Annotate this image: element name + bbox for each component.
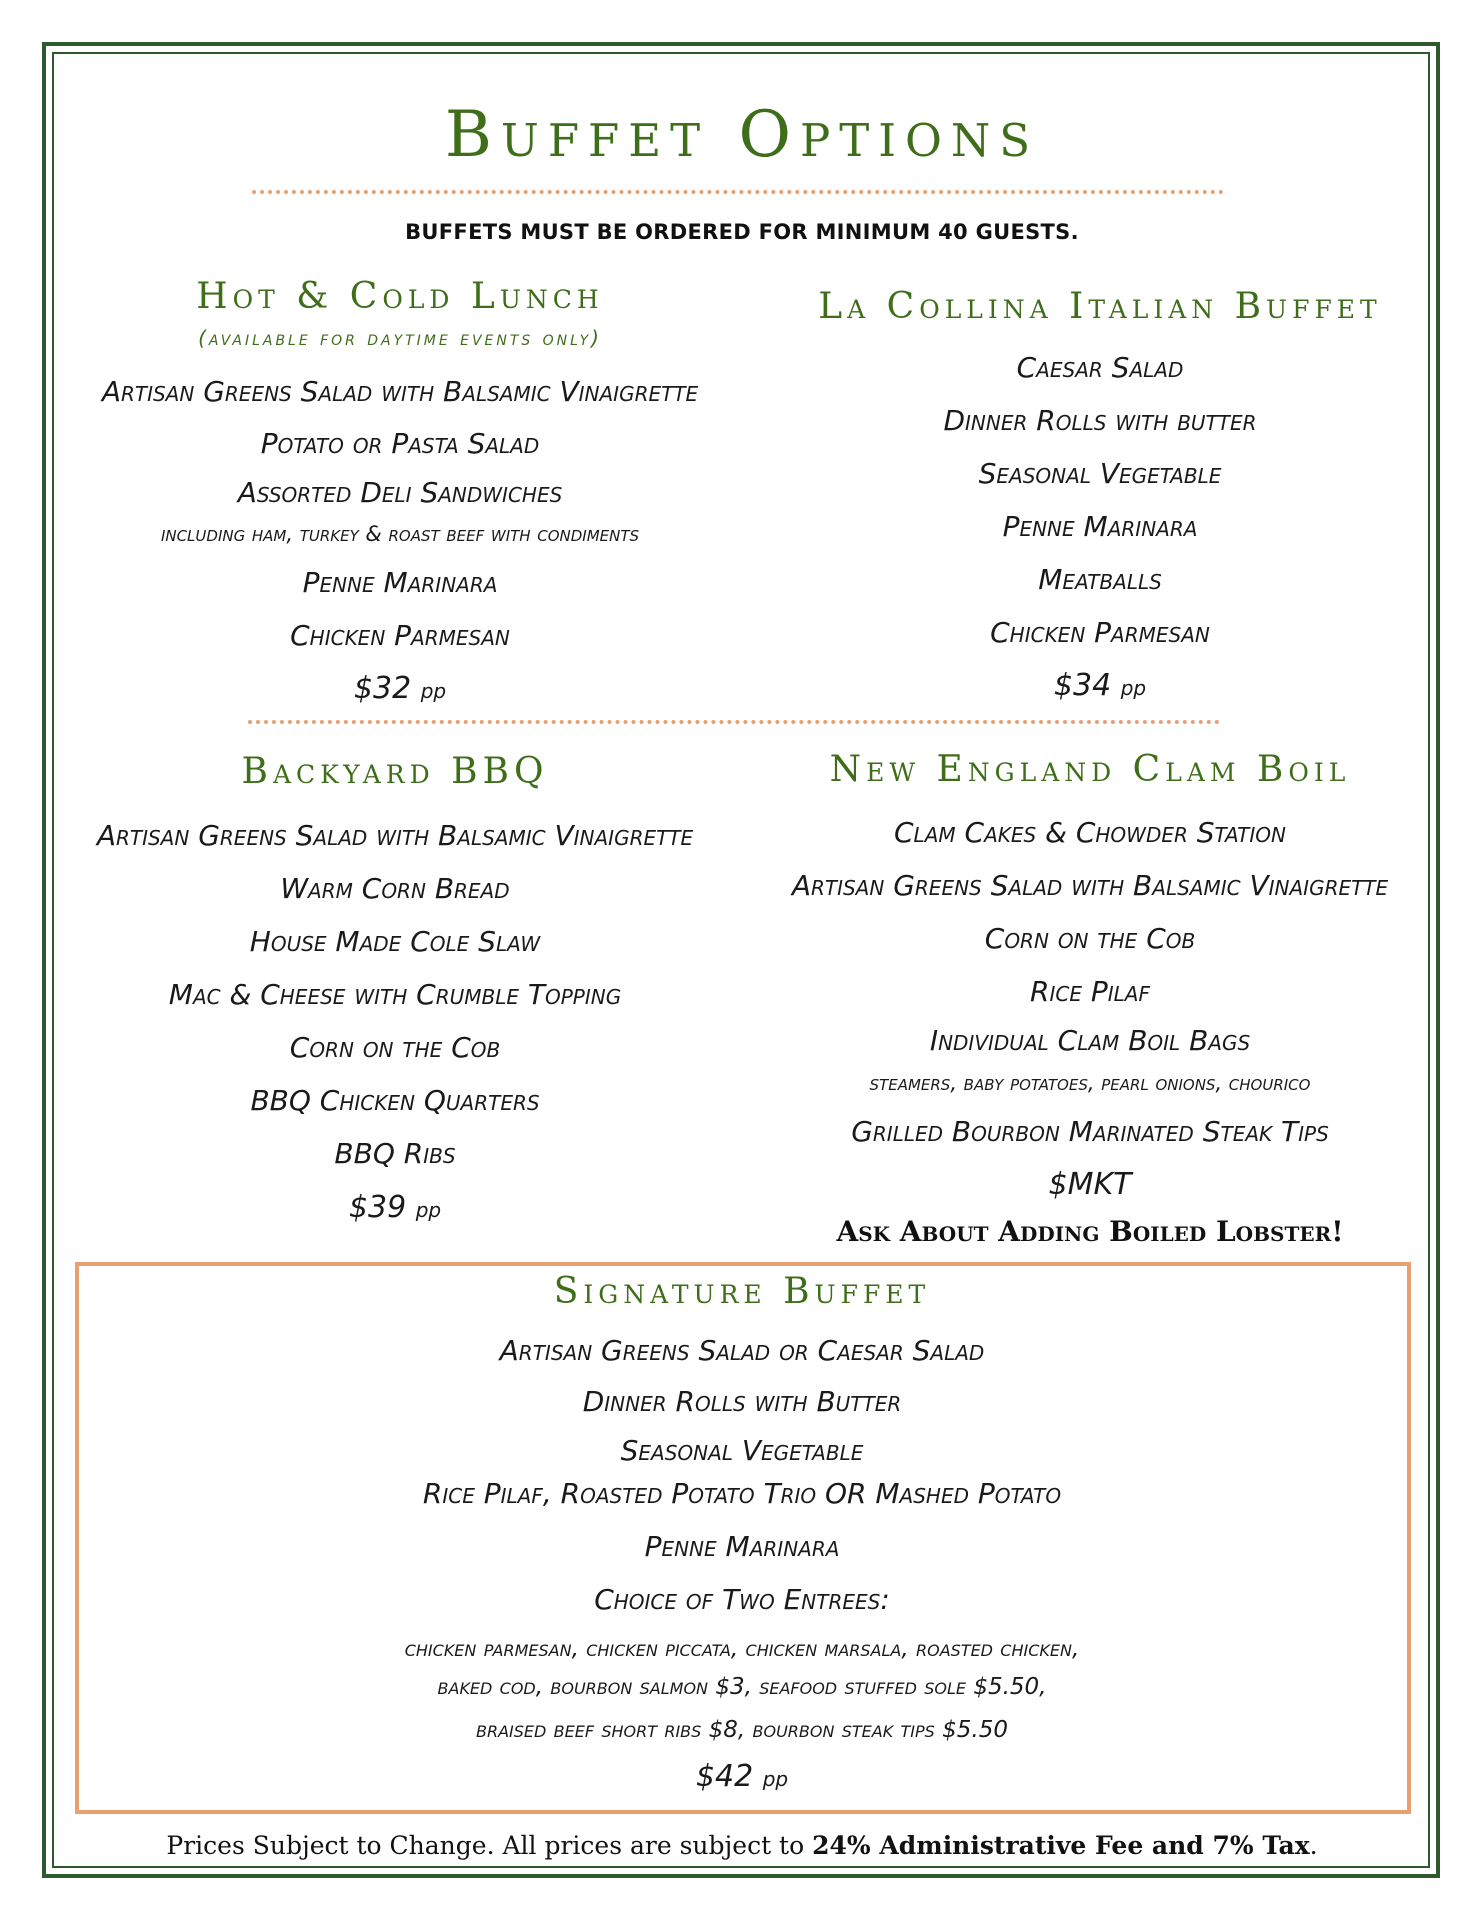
menu-item: Chicken Parmesan: [290, 619, 510, 652]
menu-item: BBQ Chicken Quarters: [250, 1084, 540, 1117]
menu-item: Penne Marinara: [1002, 510, 1198, 543]
entree-options: chicken parmesan, chicken piccata, chicken marsala, roasted chicken,: [404, 1636, 1080, 1662]
divider-middle: [248, 720, 1220, 724]
menu-item: Seasonal Vegetable: [620, 1434, 864, 1467]
menu-item: Artisan Greens Salad or Caesar Salad: [499, 1334, 985, 1367]
section-title: La Collina Italian Buffet: [818, 286, 1382, 327]
menu-item: Warm Corn Bread: [280, 872, 510, 905]
menu-item: Mac & Cheese with Crumble Topping: [168, 978, 622, 1011]
section-title: Hot & Cold Lunch: [196, 276, 604, 317]
menu-item: Caesar Salad: [1016, 351, 1184, 384]
menu-item: Seasonal Vegetable: [978, 457, 1222, 490]
menu-item: House Made Cole Slaw: [249, 925, 541, 958]
price: $MKT: [1048, 1167, 1132, 1202]
item-note: including ham, turkey & roast beef with condiments: [160, 522, 640, 546]
divider-top: [252, 190, 1224, 194]
menu-item: BBQ Ribs: [334, 1137, 456, 1170]
price: $32 pp: [353, 671, 447, 706]
menu-item: Individual Clam Boil Bags: [929, 1024, 1251, 1057]
menu-item: Chicken Parmesan: [990, 616, 1210, 649]
page-title: Buffet Options: [444, 98, 1040, 172]
menu-item: Artisan Greens Salad with Balsamic Vinaigrette: [96, 819, 694, 852]
menu-item: Artisan Greens Salad with Balsamic Vinaigrette: [101, 375, 699, 408]
menu-item: Penne Marinara: [302, 566, 498, 599]
menu-item: Penne Marinara: [644, 1530, 840, 1563]
menu-item: Clam Cakes & Chowder Station: [894, 816, 1286, 849]
menu-item: Potato or Pasta Salad: [260, 427, 540, 460]
availability-note: (available for daytime events only): [198, 326, 602, 350]
menu-item: Rice Pilaf, Roasted Potato Trio OR Mashed Potato: [422, 1477, 1062, 1510]
price: $42 pp: [695, 1759, 789, 1794]
menu-item: Assorted Deli Sandwiches: [237, 476, 563, 509]
menu-item: Choice of Two Entrees:: [594, 1583, 890, 1616]
entree-options: baked cod, bourbon salmon $3, seafood stuffed sole $5.50,: [437, 1674, 1047, 1700]
menu-item: Rice Pilaf: [1030, 975, 1150, 1008]
section-title: Backyard BBQ: [241, 751, 549, 792]
lobster-note: Ask About Adding Boiled Lobster!: [836, 1215, 1344, 1248]
menu-item: Grilled Bourbon Marinated Steak Tips: [851, 1115, 1329, 1148]
menu-item: Corn on the Cob: [289, 1031, 501, 1064]
menu-item: Meatballs: [1038, 563, 1162, 596]
price: $34 pp: [1053, 668, 1147, 703]
footer-disclaimer: Prices Subject to Change. All prices are subject to 24% Administrative Fee and 7% Tax.: [166, 1831, 1318, 1860]
price: $39 pp: [348, 1190, 442, 1225]
section-title: Signature Buffet: [553, 1271, 931, 1312]
entree-options: braised beef short ribs $8, bourbon steak tips $5.50: [475, 1717, 1008, 1743]
menu-item: Dinner Rolls with Butter: [582, 1385, 902, 1418]
item-note: steamers, baby potatoes, pearl onions, chourico: [869, 1071, 1311, 1095]
minimum-guests-note: BUFFETS MUST BE ORDERED FOR MINIMUM 40 GUESTS.: [405, 220, 1079, 244]
menu-item: Artisan Greens Salad with Balsamic Vinaigrette: [791, 869, 1389, 902]
menu-item: Corn on the Cob: [984, 922, 1196, 955]
section-title: New England Clam Boil: [829, 749, 1351, 790]
menu-item: Dinner Rolls with butter: [943, 404, 1257, 437]
